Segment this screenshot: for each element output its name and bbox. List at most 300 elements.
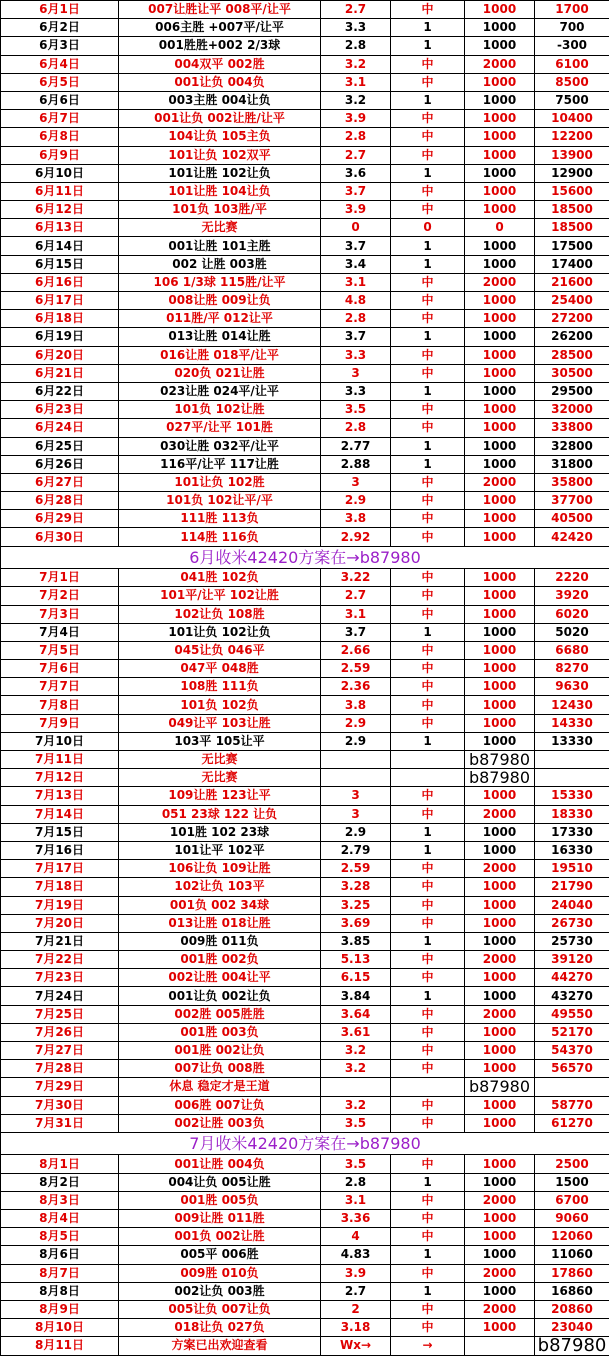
pick-cell: 无比赛 [119,769,321,787]
table-row [1,328,609,346]
odds-cell: 3.18 [321,1319,391,1337]
table-row [1,751,609,769]
pick-cell: 007让负 008胜 [119,1060,321,1078]
stake-cell: 2000 [465,55,535,73]
stake-cell: 1000 [465,1096,535,1114]
odds-cell: 3.64 [321,1005,391,1023]
balance-cell: 18500 [535,219,609,237]
balance-cell: 16860 [535,1282,609,1300]
table-row [1,292,609,310]
balance-cell: 31800 [535,455,609,473]
stake-cell: 1000 [465,987,535,1005]
odds-cell: 3.25 [321,896,391,914]
pick-cell: 002让胜 003负 [119,1114,321,1132]
table-row [1,678,609,696]
table-row [1,951,609,969]
pick-cell: 101让负 102双平 [119,146,321,164]
date-cell: 6月16日 [1,273,119,291]
pick-cell: 001胜 003负 [119,1023,321,1041]
date-cell: 6月9日 [1,146,119,164]
date-cell: 6月3日 [1,37,119,55]
result-cell [391,1078,465,1096]
date-cell: 8月9日 [1,1300,119,1318]
pick-cell: 023让胜 024平/让平 [119,382,321,400]
pick-cell: 101让平 102平 [119,841,321,859]
odds-cell: Wx→ [321,1337,391,1355]
stake-cell: 1000 [465,914,535,932]
date-cell: 8月1日 [1,1155,119,1173]
balance-cell: 2500 [535,1155,609,1173]
date-cell: 7月13日 [1,787,119,805]
table-row [1,841,609,859]
pick-cell: 101平/让平 102让胜 [119,587,321,605]
odds-cell [321,769,391,787]
stake-cell: 1000 [465,164,535,182]
stake-cell: 2000 [465,805,535,823]
odds-cell: 3.2 [321,1060,391,1078]
result-cell: 中 [391,110,465,128]
stake-cell: 1000 [465,510,535,528]
table-row [1,473,609,491]
odds-cell: 3.1 [321,73,391,91]
date-cell: 6月23日 [1,401,119,419]
result-cell: 中 [391,1042,465,1060]
odds-cell: 2.7 [321,146,391,164]
odds-cell: 3.28 [321,878,391,896]
result-cell: 中 [391,1023,465,1041]
balance-cell: 61270 [535,1114,609,1132]
table-row [1,1096,609,1114]
date-cell: 7月20日 [1,914,119,932]
odds-cell: 4.83 [321,1246,391,1264]
odds-cell: 3.9 [321,201,391,219]
stake-cell: 2000 [465,951,535,969]
result-cell: 中 [391,696,465,714]
odds-cell: 2.9 [321,732,391,750]
pick-cell: 001让负 002让负 [119,987,321,1005]
table-row [1,146,609,164]
pick-cell: 016让胜 018平/让平 [119,346,321,364]
balance-cell [535,1078,609,1096]
result-cell: 中 [391,1,465,19]
result-cell: 中 [391,787,465,805]
pick-cell: 001胜 002让负 [119,1042,321,1060]
pick-cell: 001让胜 004负 [119,1155,321,1173]
balance-cell: 16330 [535,841,609,859]
table-row [1,273,609,291]
result-cell: 0 [391,219,465,237]
balance-cell: 3920 [535,587,609,605]
odds-cell: 2.7 [321,1,391,19]
date-cell: 8月11日 [1,1337,119,1355]
date-cell: 6月7日 [1,110,119,128]
pick-cell: 001负 002让胜 [119,1228,321,1246]
table-row [1,419,609,437]
pick-cell: 004让负 005让胜 [119,1173,321,1191]
result-cell: 1 [391,823,465,841]
date-cell: 8月8日 [1,1282,119,1300]
stake-cell: 1000 [465,878,535,896]
pick-cell: 005让负 007让负 [119,1300,321,1318]
balance-cell: 13900 [535,146,609,164]
balance-cell: 10400 [535,110,609,128]
result-cell: 中 [391,55,465,73]
table-row [1,1155,609,1173]
odds-cell: 3.6 [321,164,391,182]
result-cell: 中 [391,182,465,200]
date-cell: 7月2日 [1,587,119,605]
table-row [1,1191,609,1209]
result-cell: 中 [391,1210,465,1228]
balance-cell: 25730 [535,932,609,950]
table-body [1,1,609,1356]
stake-cell: 2000 [465,860,535,878]
stake-cell: 1000 [465,605,535,623]
odds-cell: 2.7 [321,1282,391,1300]
balance-cell: 18500 [535,201,609,219]
result-cell: 1 [391,932,465,950]
pick-cell: 106让负 109让胜 [119,860,321,878]
odds-cell: 6.15 [321,969,391,987]
stake-cell: 1000 [465,1228,535,1246]
date-cell: 6月19日 [1,328,119,346]
balance-cell: 44270 [535,969,609,987]
date-cell: 7月21日 [1,932,119,950]
stake-cell: 1000 [465,660,535,678]
balance-cell: 17860 [535,1264,609,1282]
odds-cell: 2.92 [321,528,391,546]
result-cell: 中 [391,492,465,510]
balance-cell: 1500 [535,1173,609,1191]
stake-cell: 2000 [465,1264,535,1282]
date-cell: 7月24日 [1,987,119,1005]
table-row [1,932,609,950]
stake-cell: 1000 [465,1173,535,1191]
date-cell: 6月4日 [1,55,119,73]
table-row [1,510,609,528]
table-row [1,660,609,678]
odds-cell: 3.8 [321,510,391,528]
date-cell: 6月28日 [1,492,119,510]
stake-cell: 1000 [465,237,535,255]
balance-cell: 11060 [535,1246,609,1264]
balance-cell: 26200 [535,328,609,346]
pick-cell: 045让负 046平 [119,641,321,659]
odds-cell: 3.7 [321,328,391,346]
balance-cell: 26730 [535,914,609,932]
stake-cell: 2000 [465,1005,535,1023]
result-cell: 中 [391,1228,465,1246]
pick-cell: 101让负 102胜 [119,473,321,491]
pick-cell: 008让胜 009让负 [119,292,321,310]
table-row [1,1264,609,1282]
stake-cell: 1000 [465,310,535,328]
result-cell: 中 [391,146,465,164]
balance-cell: 6680 [535,641,609,659]
table-row [1,587,609,605]
odds-cell: 2.9 [321,714,391,732]
table-row [1,860,609,878]
balance-cell: 32000 [535,401,609,419]
stake-cell: 1000 [465,128,535,146]
pick-cell: 002让负 003胜 [119,1282,321,1300]
result-cell: 中 [391,346,465,364]
table-row [1,1210,609,1228]
pick-cell: 001让负 002让胜/让平 [119,110,321,128]
odds-cell: 2.8 [321,37,391,55]
pick-cell: 006胜 007让负 [119,1096,321,1114]
stake-cell: 1000 [465,37,535,55]
pick-cell: 104让负 105主负 [119,128,321,146]
balance-cell: 15330 [535,787,609,805]
result-cell: 1 [391,987,465,1005]
date-cell: 7月5日 [1,641,119,659]
table-row [1,878,609,896]
result-cell: 中 [391,878,465,896]
result-cell: 中 [391,128,465,146]
balance-cell: 24040 [535,896,609,914]
date-cell: 8月2日 [1,1173,119,1191]
table-row [1,492,609,510]
stake-cell: 1000 [465,437,535,455]
stake-cell: 1000 [465,110,535,128]
table-row [1,623,609,641]
result-cell: 中 [391,273,465,291]
table-row [1,1114,609,1132]
pick-cell: 049让平 103让胜 [119,714,321,732]
balance-cell: 58770 [535,1096,609,1114]
result-cell: 1 [391,382,465,400]
result-cell: 1 [391,255,465,273]
date-cell: 6月27日 [1,473,119,491]
balance-cell: 25400 [535,292,609,310]
pick-cell: 018让负 027负 [119,1319,321,1337]
result-cell: 1 [391,91,465,109]
stake-cell: 1000 [465,73,535,91]
date-cell: 6月1日 [1,1,119,19]
stake-cell: b87980 [465,769,535,787]
result-cell [391,751,465,769]
pick-cell: 101负 103胜/平 [119,201,321,219]
result-cell: 1 [391,841,465,859]
pick-cell: 005平 006胜 [119,1246,321,1264]
balance-cell: 32800 [535,437,609,455]
table-row [1,1078,609,1096]
date-cell: 6月13日 [1,219,119,237]
pick-cell: 002让胜 004让平 [119,969,321,987]
odds-cell: 3.69 [321,914,391,932]
balance-cell: 9630 [535,678,609,696]
date-cell: 7月22日 [1,951,119,969]
table-row [1,110,609,128]
odds-cell: 5.13 [321,951,391,969]
result-cell: 中 [391,660,465,678]
pick-cell: 011胜/平 012让平 [119,310,321,328]
date-cell: 7月16日 [1,841,119,859]
pick-cell: 001胜 005负 [119,1191,321,1209]
result-cell: 1 [391,623,465,641]
pick-cell: 009胜 011负 [119,932,321,950]
pick-cell: 051 23球 122 让负 [119,805,321,823]
odds-cell: 2.59 [321,660,391,678]
date-cell: 8月7日 [1,1264,119,1282]
result-cell [391,769,465,787]
result-cell: 中 [391,510,465,528]
pick-cell: 001让胜 101主胜 [119,237,321,255]
balance-cell: 2220 [535,569,609,587]
table-row [1,182,609,200]
table-row [1,732,609,750]
date-cell: 6月25日 [1,437,119,455]
balance-cell: 54370 [535,1042,609,1060]
date-cell: 6月24日 [1,419,119,437]
stake-cell: 1000 [465,492,535,510]
date-cell: 6月30日 [1,528,119,546]
odds-cell: 3.61 [321,1023,391,1041]
summary-text: 7月收米42420方案在→b87980 [1,1132,609,1155]
odds-cell: 3.7 [321,182,391,200]
table-row [1,787,609,805]
date-cell: 6月14日 [1,237,119,255]
stake-cell: 1000 [465,201,535,219]
balance-cell: 28500 [535,346,609,364]
date-cell: 7月10日 [1,732,119,750]
table-row [1,1319,609,1337]
table-row [1,37,609,55]
pick-cell: 041胜 102负 [119,569,321,587]
date-cell: 6月8日 [1,128,119,146]
odds-cell: 3.8 [321,696,391,714]
odds-cell [321,1078,391,1096]
pick-cell: 101让胜 102让负 [119,164,321,182]
odds-cell: 3.85 [321,932,391,950]
pick-cell: 020负 021让胜 [119,364,321,382]
stake-cell: 1000 [465,732,535,750]
result-cell: 1 [391,237,465,255]
result-cell: 中 [391,401,465,419]
stake-cell: 1000 [465,641,535,659]
result-cell: 中 [391,1155,465,1173]
stake-cell: 1000 [465,401,535,419]
table-row [1,769,609,787]
date-cell: 6月6日 [1,91,119,109]
odds-cell: 2.8 [321,128,391,146]
pick-cell: 101胜 102 23球 [119,823,321,841]
pick-cell: 002 让胜 003胜 [119,255,321,273]
result-cell: 中 [391,641,465,659]
pick-cell: 027平/让平 101胜 [119,419,321,437]
result-cell: 中 [391,1114,465,1132]
balance-cell: 15600 [535,182,609,200]
balance-cell: 5020 [535,623,609,641]
date-cell: 7月26日 [1,1023,119,1041]
result-cell: 中 [391,364,465,382]
table-row [1,641,609,659]
pick-cell: 108胜 111负 [119,678,321,696]
odds-cell: 3.3 [321,382,391,400]
result-cell: 中 [391,1096,465,1114]
odds-cell: 3.9 [321,1264,391,1282]
pick-cell: 013让胜 014让胜 [119,328,321,346]
table-row [1,1300,609,1318]
pick-cell: 方案已出欢迎查看 [119,1337,321,1355]
pick-cell: 101让负 102让负 [119,623,321,641]
date-cell: 7月9日 [1,714,119,732]
result-cell: 1 [391,37,465,55]
pick-cell: 001让负 004负 [119,73,321,91]
date-cell: 6月12日 [1,201,119,219]
table-row [1,237,609,255]
odds-cell: 3.4 [321,255,391,273]
pick-cell: 102让负 103平 [119,878,321,896]
odds-cell: 3.5 [321,1155,391,1173]
date-cell: 6月10日 [1,164,119,182]
balance-cell: 19510 [535,860,609,878]
result-cell: 中 [391,1191,465,1209]
table-row [1,437,609,455]
result-cell: 1 [391,328,465,346]
stake-cell: 1000 [465,382,535,400]
balance-cell: 8270 [535,660,609,678]
result-cell: 中 [391,805,465,823]
balance-cell: 12060 [535,1228,609,1246]
stake-cell: 1000 [465,696,535,714]
stake-cell: 1000 [465,714,535,732]
balance-cell: 6100 [535,55,609,73]
balance-cell: 39120 [535,951,609,969]
date-cell: 8月5日 [1,1228,119,1246]
result-cell: 1 [391,1173,465,1191]
result-cell: 中 [391,714,465,732]
odds-cell: 3.3 [321,346,391,364]
date-cell: 7月6日 [1,660,119,678]
odds-cell: 3.1 [321,605,391,623]
pick-cell: 001胜胜+002 2/3球 [119,37,321,55]
stake-cell: 2000 [465,1191,535,1209]
result-cell: 中 [391,419,465,437]
date-cell: 6月20日 [1,346,119,364]
date-cell: 7月12日 [1,769,119,787]
balance-cell: 8500 [535,73,609,91]
pick-cell: 111胜 113负 [119,510,321,528]
pick-cell: 101让胜 104让负 [119,182,321,200]
result-cell: 中 [391,678,465,696]
balance-cell: 6020 [535,605,609,623]
stake-cell: 0 [465,219,535,237]
balance-cell: 33800 [535,419,609,437]
balance-cell: 49550 [535,1005,609,1023]
balance-cell: 7500 [535,91,609,109]
stake-cell: 1000 [465,787,535,805]
balance-cell: b87980 [535,1337,609,1355]
stake-cell: 1000 [465,1282,535,1300]
result-cell: 中 [391,1319,465,1337]
odds-cell: 3 [321,473,391,491]
stake-cell: 1000 [465,1023,535,1041]
balance-cell: 17500 [535,237,609,255]
stake-cell: 1000 [465,419,535,437]
stake-cell: 1000 [465,569,535,587]
date-cell: 7月28日 [1,1060,119,1078]
date-cell: 7月18日 [1,878,119,896]
balance-cell: 30500 [535,364,609,382]
odds-cell: 3.1 [321,1191,391,1209]
balance-cell: 12900 [535,164,609,182]
result-cell: 中 [391,73,465,91]
odds-cell: 3.5 [321,1114,391,1132]
table-row [1,91,609,109]
monthly-summary-banner [1,546,609,569]
